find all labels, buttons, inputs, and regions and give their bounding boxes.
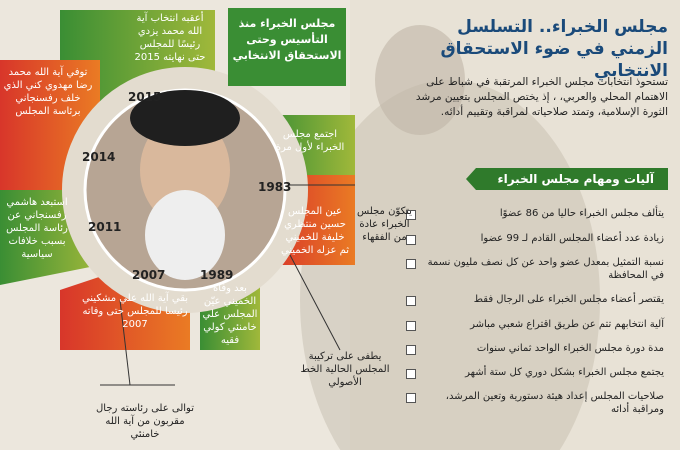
year-label: 2014: [82, 150, 116, 164]
bullet-item: آلية انتخابهم تتم عن طريق اقتراع شعبي مباشر: [406, 318, 664, 331]
checkbox-icon: [406, 393, 416, 403]
page-title: مجلس الخبراء.. التسلسل الزمني في ضوء الاستحقاق الانتخابي: [440, 17, 668, 81]
checkbox-icon: [406, 345, 416, 355]
intro-paragraph: تستحوذ انتخابات مجلس الخبراء المرتقبة في شباط على الاهتمام المحلي والعربي، ، إذ يختص المجلس بتعيين مرشد الثورة الإسلامية، وتمتد صلاحياته لمراقبة وتقييم أدائه.: [415, 76, 668, 118]
bullet-item: يجتمع مجلس الخبراء بشكل دوري كل ستة أشهر: [406, 366, 664, 379]
annotation: يتكوّن مجلس الخبراء عادة من الفقهاء: [357, 206, 412, 243]
segment-text-2011: استبعد هاشمي رفسنجاني عن رئاسة المجلس بسبب خلافات سياسية: [6, 197, 68, 260]
year-label: 2015: [128, 90, 162, 104]
segment-text-2015: أعقبه انتخاب آية الله محمد يزدي رئيسًا للمجلس حتى نهايته 2015: [134, 13, 206, 63]
segment-text-1983: اجتمع مجلس الخبراء لأول مرة: [275, 129, 345, 153]
bullet-item: صلاحيات المجلس إعداد هيئة دستورية وتعين المرشد، ومراقبة أدائه: [406, 390, 664, 416]
bullet-item: نسبة التمثيل بمعدل عضو واحد عن كل نصف مليون نسمة في المحافظة: [406, 256, 664, 282]
segment-text-2007: بقي آية الله علي مشكيني رئيسا للمجلس حتى وفاته 2007: [81, 293, 189, 330]
portrait-beard: [145, 190, 225, 280]
year-label: 1989: [200, 268, 234, 282]
year-label: 2007: [132, 268, 166, 282]
bullet-item: مدة دورة مجلس الخبراء الواحد ثماني سنوات: [406, 342, 664, 355]
checkbox-icon: [406, 259, 416, 269]
bullet-item: يتألف مجلس الخبراء حاليا من 86 عضوًا: [406, 207, 664, 220]
checkbox-icon: [406, 321, 416, 331]
section-title: آليات ومهام مجلس الخبراء: [476, 168, 668, 190]
segment-text-2014: توفي آية الله محمد رضا مهدوي كني الذي خلف رفسنجاني برئاسة المجلس: [3, 67, 93, 117]
timeline-header: مجلس الخبراء منذ التأسيس وحتى الاستحقاق الانتخابي: [228, 8, 346, 86]
annotation: توالى على رئاسته رجال مقربون من آية الله خامنئي: [96, 403, 194, 440]
bullet-item: زيادة عدد أعضاء المجلس القادم لـ 99 عضوا: [406, 232, 664, 245]
segment-text-1989: بعد وفاة الخميني عيّن المجلس علي خامنئي كولي فقيه: [202, 283, 258, 346]
segment-text-1983b: عين المجلس حسين منتظري خليفة للخميني ثم عزله الخميني: [280, 206, 350, 256]
checkbox-icon: [406, 369, 416, 379]
checkbox-icon: [406, 296, 416, 306]
bullet-item: يقتصر أعضاء مجلس الخبراء على الرجال فقط: [406, 293, 664, 306]
annotation: يطفى على تركيبة المجلس الحالية الخط الأصولي: [300, 351, 390, 388]
year-label: 2011: [88, 220, 122, 234]
year-label: 1983: [258, 180, 292, 194]
